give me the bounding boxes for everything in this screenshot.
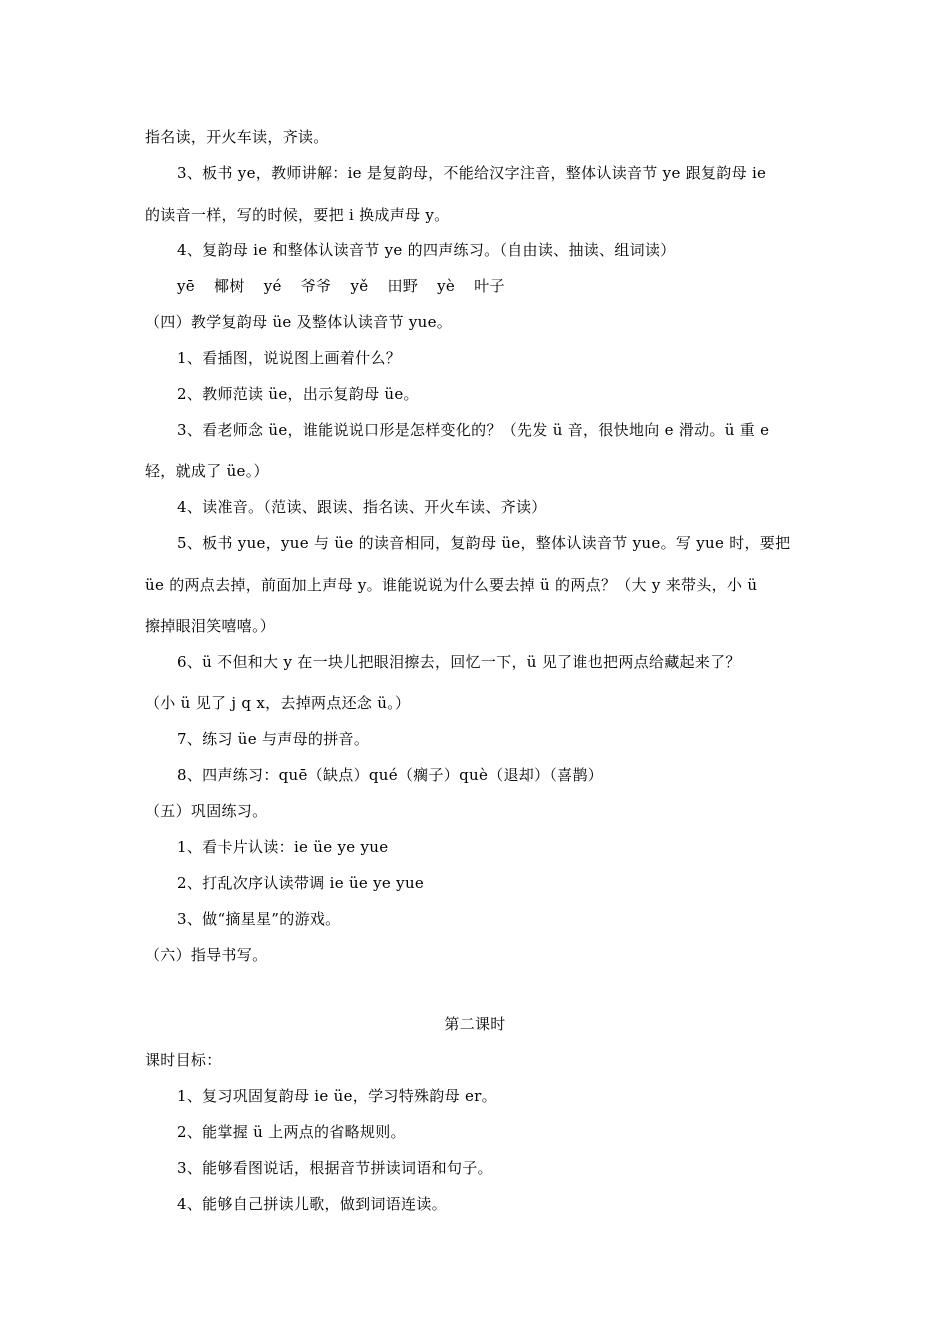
paragraph-line: 4、复韵母 ie 和整体认读音节 ye 的四声练习。（自由读、抽读、组词读） xyxy=(177,241,676,259)
paragraph-line: üe 的两点去掉，前面加上声母 y。谁能说说为什么要去掉 ü 的两点？（大 y 来带头，小 ü xyxy=(145,576,758,594)
objective-item: 1、复习巩固复韵母 ie üe，学习特殊韵母 er。 xyxy=(177,1087,497,1105)
paragraph-line: 8、四声练习：quē（缺点）qué（瘸子）què（退却）（喜鹊） xyxy=(177,766,604,784)
paragraph-line: 6、ü 不但和大 y 在一块儿把眼泪擦去，回忆一下，ü 见了谁也把两点给藏起来了？ xyxy=(177,653,741,671)
objective-item: 4、能够自己拼读儿歌，做到词语连读。 xyxy=(177,1195,447,1213)
word-item: 叶子 xyxy=(474,277,505,295)
paragraph-line: 3、看老师念 üe，谁能说说口形是怎样变化的？（先发 ü 音，很快地向 e 滑动。ü 重 e xyxy=(177,421,770,439)
paragraph-line: （小 ü 见了 j q x，去掉两点还念 ü。） xyxy=(145,694,411,712)
paragraph-line: 4、读准音。（范读、跟读、指名读、开火车读、齐读） xyxy=(177,498,547,516)
section-heading: （四）教学复韵母 üe 及整体认读音节 yue。 xyxy=(145,313,453,331)
pinyin-item: yé xyxy=(263,277,282,295)
word-item: 田野 xyxy=(387,277,419,295)
paragraph-line: 的读音一样，写的时候，要把 i 换成声母 y。 xyxy=(145,206,450,224)
objectives-heading: 课时目标： xyxy=(145,1051,222,1069)
pinyin-item: yē xyxy=(177,277,195,295)
paragraph-line: 轻，就成了 üe。） xyxy=(145,462,269,480)
paragraph-line: 3、做“摘星星”的游戏。 xyxy=(177,910,341,928)
objective-item: 2、能掌握 ü 上两点的省略规则。 xyxy=(177,1123,406,1141)
paragraph-line: 擦掉眼泪笑嘻嘻。） xyxy=(145,617,276,635)
section-heading: （五）巩固练习。 xyxy=(145,802,268,820)
lesson-title: 第二课时 xyxy=(444,1015,506,1033)
pinyin-word-row xyxy=(177,276,519,296)
pinyin-item: yè xyxy=(437,277,456,295)
paragraph-line: 指名读，开火车读，齐读。 xyxy=(145,128,329,146)
paragraph-line: 5、板书 yue，yue 与 üe 的读音相同，复韵母 üe，整体认读音节 yue。写 yue 时，要把 xyxy=(177,534,791,552)
paragraph-line: 2、打乱次序认读带调 ie üe ye yue xyxy=(177,874,425,892)
paragraph-line: 3、板书 ye，教师讲解：ie 是复韵母，不能给汉字注音，整体认读音节 ye 跟复韵母 ie xyxy=(177,164,767,182)
pinyin-item: yě xyxy=(350,277,369,295)
word-item: 爷爷 xyxy=(300,277,332,295)
paragraph-line: 1、看卡片认读：ie üe ye yue xyxy=(177,838,389,856)
word-item: 椰树 xyxy=(214,277,245,295)
section-heading: （六）指导书写。 xyxy=(145,946,268,964)
paragraph-line: 2、教师范读 üe，出示复韵母 üe。 xyxy=(177,385,419,403)
objective-item: 3、能够看图说话，根据音节拼读词语和句子。 xyxy=(177,1159,493,1177)
paragraph-line: 7、练习 üe 与声母的拼音。 xyxy=(177,730,370,748)
paragraph-line: 1、看插图，说说图上画着什么？ xyxy=(177,349,402,367)
